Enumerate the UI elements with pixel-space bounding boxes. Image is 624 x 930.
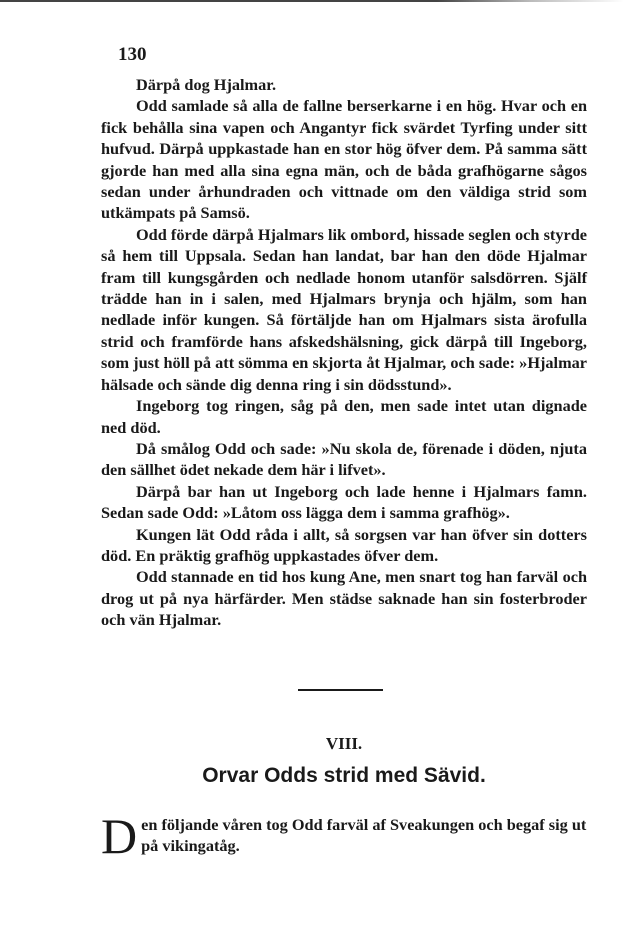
drop-cap: D [101, 808, 138, 864]
paragraph: Då smålog Odd och sade: »Nu skola de, förenade i döden, njuta den sällhet ödet nekade dem här i lifvet». [101, 438, 587, 480]
top-rule [0, 0, 624, 2]
paragraph: Ingeborg tog ringen, såg på den, men sade intet utan dignade ned död. [101, 396, 587, 437]
paragraph: Kungen lät Odd råda i allt, så sorgsen var han öfver sin dotters död. En präktig grafhög uppkastades öfver dem. [101, 524, 587, 565]
paragraph: Därpå dog Hjalmar. [136, 75, 277, 94]
section-divider [298, 689, 383, 691]
paragraph: Därpå bar han ut Ingeborg och lade henne i Hjalmars famn. Sedan sade Odd: »Låtom oss lägga dem i samma grafhög». [101, 481, 587, 523]
chapter-title: Orvar Odds strid med Sävid. [202, 764, 486, 787]
paragraph: Odd förde därpå Hjalmars lik ombord, hissade seglen och styrde så hem till Uppsala. Sedan han landat, bar han den döde Hjalmar fram till kungsgården och nedlade honom utanför salsdörren. Själf trädde han in i salen, med Hjalmars brynja och hjälm, som han nedlade inför kungen. Så förtäljde han om Hjalmars sista ärofulla strid och framförde hans afskedshälsning, gick därpå till Ingeborg, som just höll på att sömma en skjorta åt Hjalmar, och sade: »Hjalmar hälsade och sände dig denna ring i sin dödsstund». [101, 224, 587, 394]
paragraph: Odd stannade en tid hos kung Ane, men snart tog han farväl och drog ut på nya härfärder. Men städse saknade han sin fosterbroder och vän Hjalmar. [101, 567, 587, 630]
chapter-number: VIII. [325, 734, 363, 753]
page-number: 130 [118, 44, 147, 65]
paragraph: Odd samlade så alla de fallne berserkarne i en hög. Hvar och en fick behålla sina vapen och Angantyr fick svärdet Tyrfing under sitt hufvud. Därpå uppkastade han en stor hög öfver dem. På samma sätt gjorde han med alla sina egna män, och de båda grafhögarne sågos sedan under århundraden och vittnade om den väldiga strid som utkämpats på Samsö. [101, 96, 587, 223]
opening-paragraph [101, 808, 587, 864]
opening-text: en följande våren tog Odd farväl af Sveakungen och begaf sig ut på vikingatåg. [141, 815, 587, 856]
body-text [101, 74, 587, 631]
